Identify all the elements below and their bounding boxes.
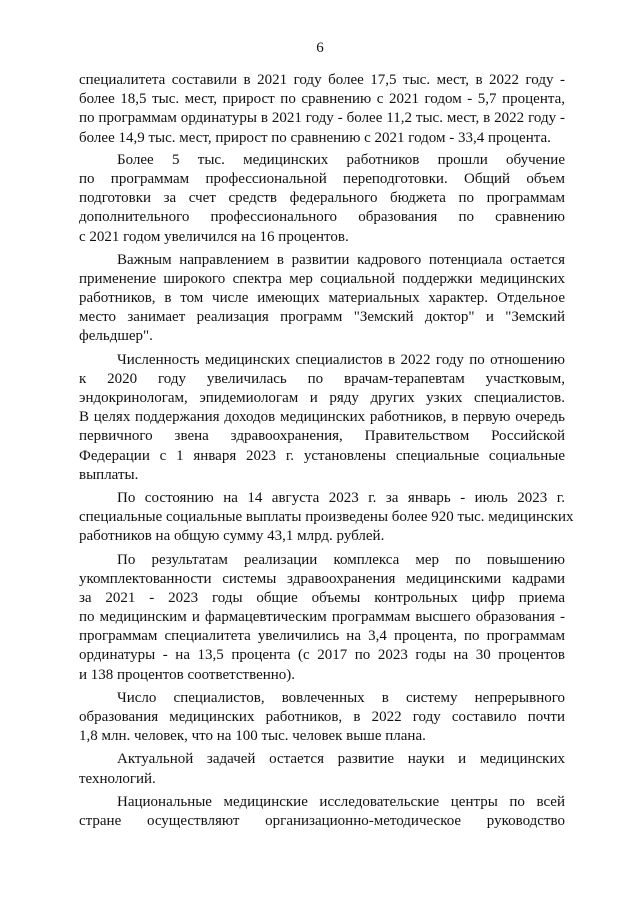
text-line: образования медицинских работников, в 2022 году составило почти bbox=[79, 709, 565, 725]
text-line: первичного звена здравоохранения, Правительством Российской bbox=[79, 428, 565, 445]
document-body bbox=[79, 71, 574, 831]
text-line: и 138 процентов соответственно). bbox=[79, 666, 296, 683]
text-line: Число специалистов, вовлеченных в систему непрерывного bbox=[117, 689, 565, 706]
text-line: специальные социальные выплаты произведены более 920 тыс. медицинских bbox=[79, 509, 574, 526]
text-line: Федерации с 1 января 2023 г. установлены специальные социальные bbox=[79, 447, 565, 464]
text-line: к 2020 году увеличилась по врачам-терапевтам участковым, bbox=[79, 370, 565, 387]
paragraph bbox=[79, 251, 565, 347]
text-line: ординатуры - на 13,5 процента (с 2017 по 2023 годы на 30 процентов bbox=[79, 647, 565, 664]
text-line: место занимает реализация программ "Земский доктор" и "Земский bbox=[79, 309, 565, 326]
text-line: по программам профессиональной переподготовки. Общий объем bbox=[79, 170, 565, 187]
text-line: работников на общую сумму 43,1 млрд. рублей. bbox=[79, 528, 385, 545]
text-line: более 18,5 тыс. мест, прирост по сравнению с 2021 годом - 5,7 процента, bbox=[79, 91, 565, 108]
text-line: Актуальной задачей остается развитие науки и медицинских bbox=[117, 751, 565, 768]
text-line: В целях поддержания доходов медицинских работников, в первую очередь bbox=[79, 409, 565, 426]
text-line: дополнительного профессионального образования по сравнению bbox=[79, 209, 565, 226]
text-line: за 2021 - 2023 годы общие объемы контрольных цифр приема bbox=[79, 589, 565, 606]
text-line: выплаты. bbox=[79, 466, 139, 483]
text-line: специалитета составили в 2021 году более 17,5 тыс. мест, в 2022 году - bbox=[79, 72, 565, 88]
text-line: с 2021 годом увеличился на 16 процентов. bbox=[79, 228, 349, 245]
text-line: По состоянию на 14 августа 2023 г. за январь - июль 2023 г. bbox=[117, 489, 565, 506]
text-line: Численность медицинских специалистов в 2022 году по отношению bbox=[117, 351, 565, 368]
page-number: 6 bbox=[316, 40, 324, 56]
text-line: более 14,9 тыс. мест, прирост по сравнению с 2021 годом - 33,4 процента. bbox=[79, 129, 551, 146]
paragraph bbox=[79, 351, 565, 485]
text-line: технологий. bbox=[79, 770, 156, 787]
text-line: Национальные медицинские исследовательские центры по всей bbox=[117, 793, 565, 810]
text-line: программам специалитета увеличились на 3,4 процента, по программам bbox=[79, 628, 565, 645]
text-line: применение широкого спектра мер социальной поддержки медицинских bbox=[79, 270, 565, 287]
text-line: подготовки за счет средств федерального бюджета по программам bbox=[79, 190, 565, 207]
text-line: укомплектованности системы здравоохранения медицинскими кадрами bbox=[79, 570, 565, 587]
text-line: эндокринологам, эпидемиологам и ряду других узких специалистов. bbox=[79, 390, 565, 406]
text-line: Важным направлением в развитии кадрового потенциала остается bbox=[117, 251, 565, 268]
text-line: Более 5 тыс. медицинских работников прошли обучение bbox=[117, 151, 565, 168]
paragraph bbox=[79, 750, 565, 788]
paragraph bbox=[79, 551, 565, 685]
paragraph bbox=[79, 489, 574, 547]
text-line: фельдшер". bbox=[79, 328, 153, 345]
paragraph bbox=[79, 689, 565, 747]
text-line: 1,8 млн. человек, что на 100 тыс. человек выше плана. bbox=[79, 728, 426, 745]
text-line: По результатам реализации комплекса мер по повышению bbox=[117, 551, 565, 568]
text-line: по медицинским и фармацевтическим программам высшего образования - bbox=[79, 609, 565, 626]
text-line: по программам ординатуры в 2021 году - более 11,2 тыс. мест, в 2022 году - bbox=[79, 110, 565, 127]
paragraph bbox=[79, 793, 565, 831]
text-line: работников, в том числе имеющих материальных характер. Отдельное bbox=[79, 290, 565, 307]
paragraph bbox=[79, 71, 565, 148]
paragraph bbox=[79, 151, 565, 247]
text-line: стране осуществляют организационно-методическое руководство bbox=[79, 812, 565, 829]
